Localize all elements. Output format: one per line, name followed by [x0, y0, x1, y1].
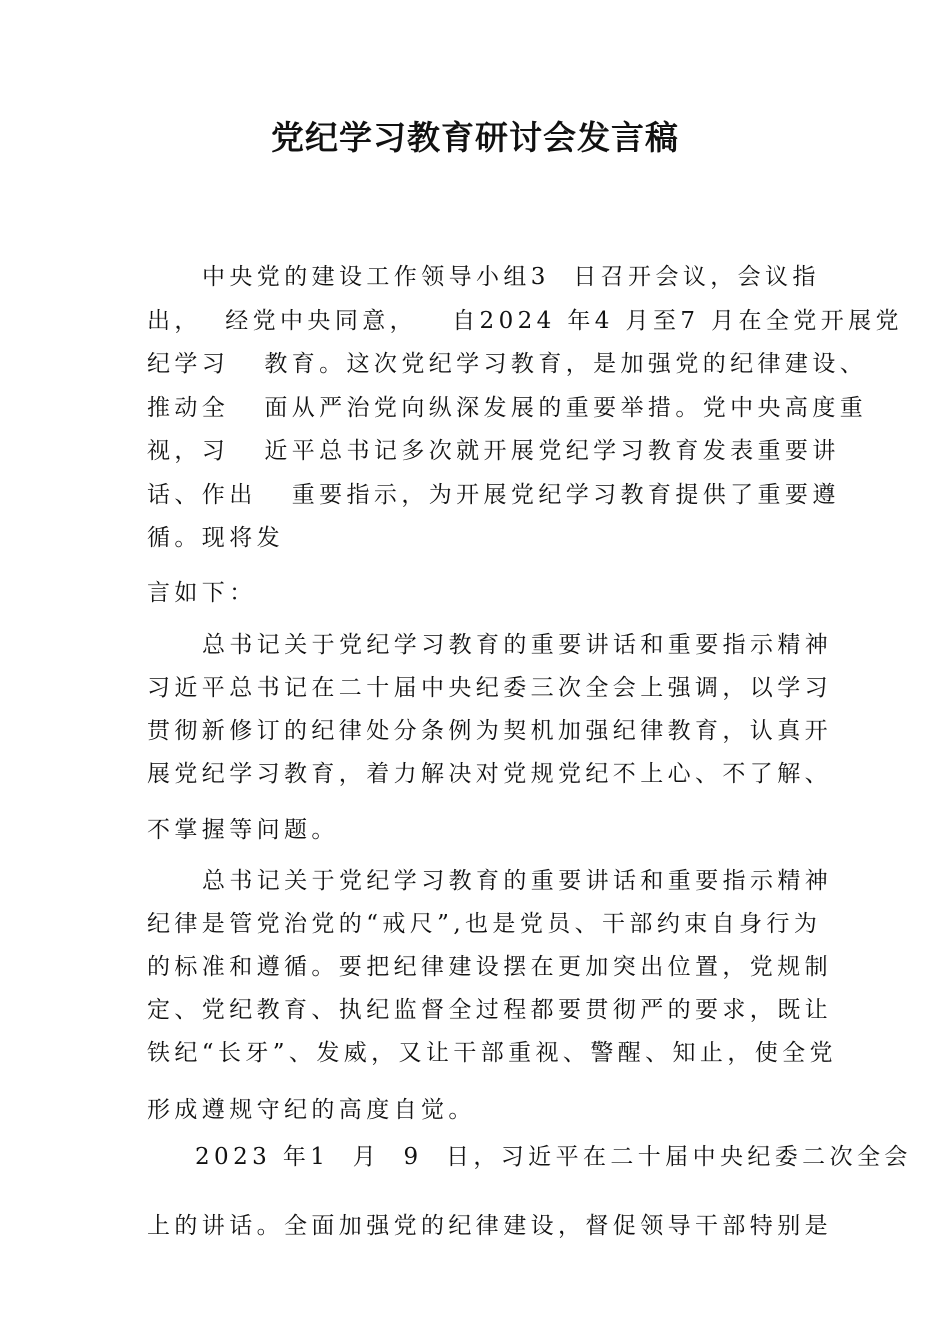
text-line: 形成遵规守纪的高度自觉。	[147, 1097, 476, 1123]
text-line: 习近平总书记在二十届中央纪委三次全会上强调，以学习	[147, 675, 832, 701]
text-line: 定、党纪教育、执纪监督全过程都要贯彻严的要求，既让	[147, 997, 832, 1023]
text-line: 贯彻新修订的纪律处分条例为契机加强纪律教育，认真开	[147, 718, 832, 744]
text-line: 上的讲话。全面加强党的纪律建设，督促领导干部特别是	[147, 1213, 832, 1239]
text-line: 总书记关于党纪学习教育的重要讲话和重要指示精神	[202, 632, 833, 658]
text-line: 话、作出 重要指示，为开展党纪学习教育提供了重要遵	[147, 482, 840, 508]
text-line: 的标准和遵循。要把纪律建设摆在更加突出位置，党规制	[147, 954, 832, 980]
text-line: 出， 经党中央同意， 自2024 年4 月至7 月在全党开展党	[147, 308, 903, 334]
text-line: 推动全 面从严治党向纵深发展的重要举措。党中央高度重	[147, 395, 868, 421]
text-line: 展党纪学习教育，着力解决对党规党纪不上心、不了解、	[147, 761, 832, 787]
text-line: 总书记关于党纪学习教育的重要讲话和重要指示精神	[202, 868, 833, 894]
text-line: 中央党的建设工作领导小组3 日召开会议，会议指	[202, 264, 820, 290]
text-line: 言如下：	[147, 580, 257, 606]
text-line: 铁纪“长牙”、发威，又让干部重视、警醒、知止，使全党	[147, 1040, 837, 1066]
text-line: 2023 年1 月 9 日，习近平在二十届中央纪委二次全会	[195, 1144, 912, 1170]
text-line: 不掌握等问题。	[147, 817, 339, 843]
text-line: 纪律是管党治党的“戒尺”,也是党员、干部约束自身行为	[147, 911, 822, 937]
text-line: 视，习 近平总书记多次就开展党纪学习教育发表重要讲	[147, 438, 840, 464]
text-line: 纪学习 教育。这次党纪学习教育，是加强党的纪律建设、	[147, 351, 868, 377]
document-title: 党纪学习教育研讨会发言稿	[271, 118, 679, 157]
text-line: 循。现将发	[147, 525, 284, 551]
